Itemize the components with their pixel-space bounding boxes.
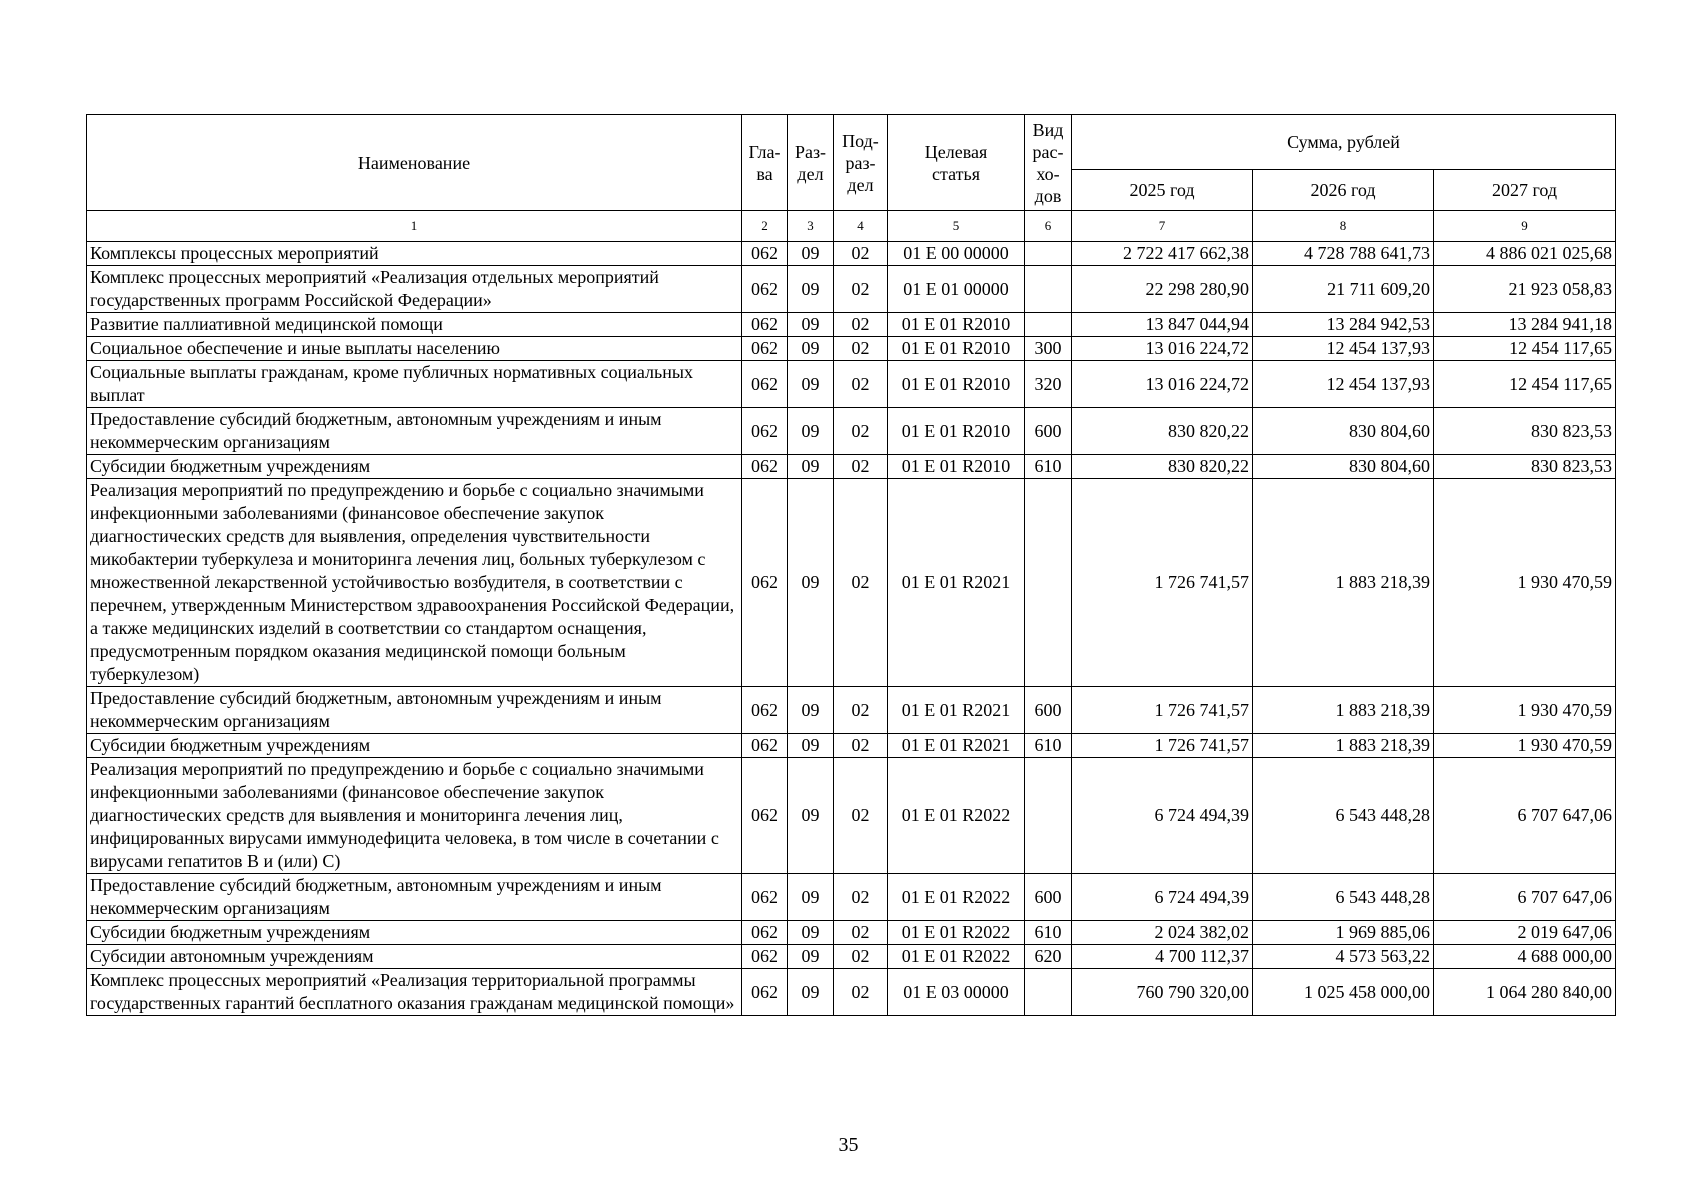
row-sum-2027: 6 707 647,06 <box>1434 874 1616 921</box>
row-expense-type: 600 <box>1025 687 1072 734</box>
table-row <box>87 266 1616 313</box>
row-name: Социальное обеспечение и иные выплаты населению <box>87 337 742 361</box>
column-number: 6 <box>1025 211 1072 242</box>
row-razdel: 09 <box>788 242 834 266</box>
row-podrazdel: 02 <box>834 734 888 758</box>
row-sum-2025: 13 016 224,72 <box>1072 361 1253 408</box>
row-razdel: 09 <box>788 361 834 408</box>
row-sum-2027: 4 688 000,00 <box>1434 945 1616 969</box>
table-row <box>87 945 1616 969</box>
row-sum-2026: 13 284 942,53 <box>1253 313 1434 337</box>
row-razdel: 09 <box>788 734 834 758</box>
page-number: 35 <box>838 1134 859 1156</box>
row-target-article: 01 Е 01 R2022 <box>888 921 1025 945</box>
header-celevaya-statya: Целевая статья <box>888 115 1025 211</box>
row-name: Развитие паллиативной медицинской помощи <box>87 313 742 337</box>
row-sum-2025: 760 790 320,00 <box>1072 969 1253 1016</box>
table-row <box>87 408 1616 455</box>
column-number: 4 <box>834 211 888 242</box>
row-glava: 062 <box>742 758 788 874</box>
row-name: Субсидии бюджетным учреждениям <box>87 734 742 758</box>
row-razdel: 09 <box>788 266 834 313</box>
row-podrazdel: 02 <box>834 242 888 266</box>
column-number-row <box>87 211 1616 242</box>
row-expense-type <box>1025 313 1072 337</box>
row-target-article: 01 Е 01 R2022 <box>888 874 1025 921</box>
row-expense-type: 600 <box>1025 408 1072 455</box>
row-glava: 062 <box>742 687 788 734</box>
row-name: Субсидии бюджетным учреждениям <box>87 455 742 479</box>
row-target-article: 01 Е 01 R2021 <box>888 479 1025 687</box>
column-number: 5 <box>888 211 1025 242</box>
row-sum-2025: 830 820,22 <box>1072 408 1253 455</box>
row-sum-2026: 1 025 458 000,00 <box>1253 969 1434 1016</box>
row-target-article: 01 Е 01 R2021 <box>888 687 1025 734</box>
row-sum-2026: 1 969 885,06 <box>1253 921 1434 945</box>
row-razdel: 09 <box>788 874 834 921</box>
row-razdel: 09 <box>788 455 834 479</box>
header-razdel: Раз- дел <box>788 115 834 211</box>
row-glava: 062 <box>742 874 788 921</box>
row-target-article: 01 Е 01 R2010 <box>888 313 1025 337</box>
header-glava: Гла- ва <box>742 115 788 211</box>
row-sum-2025: 1 726 741,57 <box>1072 734 1253 758</box>
column-number: 8 <box>1253 211 1434 242</box>
row-name: Комплексы процессных мероприятий <box>87 242 742 266</box>
row-sum-2026: 1 883 218,39 <box>1253 687 1434 734</box>
column-number: 7 <box>1072 211 1253 242</box>
row-glava: 062 <box>742 455 788 479</box>
table-body <box>87 242 1616 1016</box>
row-razdel: 09 <box>788 337 834 361</box>
row-sum-2027: 830 823,53 <box>1434 408 1616 455</box>
row-sum-2027: 2 019 647,06 <box>1434 921 1616 945</box>
row-expense-type <box>1025 479 1072 687</box>
table-row <box>87 921 1616 945</box>
row-sum-2027: 1 930 470,59 <box>1434 734 1616 758</box>
row-target-article: 01 Е 01 R2022 <box>888 758 1025 874</box>
row-target-article: 01 Е 01 R2010 <box>888 337 1025 361</box>
row-glava: 062 <box>742 361 788 408</box>
row-razdel: 09 <box>788 687 834 734</box>
column-number: 3 <box>788 211 834 242</box>
row-glava: 062 <box>742 266 788 313</box>
row-expense-type: 610 <box>1025 921 1072 945</box>
row-expense-type: 320 <box>1025 361 1072 408</box>
table-row <box>87 874 1616 921</box>
row-sum-2025: 22 298 280,90 <box>1072 266 1253 313</box>
row-name: Предоставление субсидий бюджетным, автономным учреждениям и иным некоммерческим организациям <box>87 687 742 734</box>
row-sum-2025: 13 847 044,94 <box>1072 313 1253 337</box>
row-name: Предоставление субсидий бюджетным, автономным учреждениям и иным некоммерческим организациям <box>87 408 742 455</box>
row-sum-2025: 6 724 494,39 <box>1072 758 1253 874</box>
row-razdel: 09 <box>788 945 834 969</box>
row-sum-2026: 12 454 137,93 <box>1253 337 1434 361</box>
row-sum-2027: 21 923 058,83 <box>1434 266 1616 313</box>
row-target-article: 01 Е 01 R2010 <box>888 408 1025 455</box>
row-sum-2027: 830 823,53 <box>1434 455 1616 479</box>
table-row <box>87 242 1616 266</box>
row-target-article: 01 Е 01 R2022 <box>888 945 1025 969</box>
row-sum-2026: 1 883 218,39 <box>1253 479 1434 687</box>
row-podrazdel: 02 <box>834 361 888 408</box>
row-name: Предоставление субсидий бюджетным, автономным учреждениям и иным некоммерческим организациям <box>87 874 742 921</box>
row-expense-type <box>1025 242 1072 266</box>
row-sum-2027: 4 886 021 025,68 <box>1434 242 1616 266</box>
table-row <box>87 969 1616 1016</box>
row-sum-2027: 12 454 117,65 <box>1434 361 1616 408</box>
table-row <box>87 687 1616 734</box>
row-sum-2026: 830 804,60 <box>1253 455 1434 479</box>
row-expense-type <box>1025 758 1072 874</box>
table-row <box>87 337 1616 361</box>
row-glava: 062 <box>742 313 788 337</box>
row-name: Реализация мероприятий по предупреждению и борьбе с социально значимыми инфекционными заболеваниями (финансовое обеспечение закупок диагностических средств для выявления и мониторинга лечения лиц, инфицированных вирусами иммунодефицита человека, в том числе в сочетании с вирусами гепатитов В и (или) С) <box>87 758 742 874</box>
row-glava: 062 <box>742 242 788 266</box>
row-sum-2027: 1 930 470,59 <box>1434 687 1616 734</box>
table-row <box>87 361 1616 408</box>
row-target-article: 01 Е 01 R2010 <box>888 455 1025 479</box>
row-target-article: 01 Е 01 R2021 <box>888 734 1025 758</box>
row-sum-2025: 4 700 112,37 <box>1072 945 1253 969</box>
header-year-2027: 2027 год <box>1434 170 1616 211</box>
row-expense-type: 620 <box>1025 945 1072 969</box>
row-sum-2026: 830 804,60 <box>1253 408 1434 455</box>
row-glava: 062 <box>742 337 788 361</box>
row-razdel: 09 <box>788 758 834 874</box>
column-number: 2 <box>742 211 788 242</box>
row-name: Субсидии бюджетным учреждениям <box>87 921 742 945</box>
row-sum-2026: 4 573 563,22 <box>1253 945 1434 969</box>
row-razdel: 09 <box>788 479 834 687</box>
table-row <box>87 758 1616 874</box>
row-target-article: 01 Е 03 00000 <box>888 969 1025 1016</box>
row-sum-2025: 2 722 417 662,38 <box>1072 242 1253 266</box>
row-glava: 062 <box>742 945 788 969</box>
row-sum-2027: 13 284 941,18 <box>1434 313 1616 337</box>
row-sum-2025: 830 820,22 <box>1072 455 1253 479</box>
row-expense-type: 610 <box>1025 734 1072 758</box>
row-podrazdel: 02 <box>834 921 888 945</box>
header-sum: Сумма, рублей <box>1072 115 1616 170</box>
row-podrazdel: 02 <box>834 945 888 969</box>
row-sum-2025: 1 726 741,57 <box>1072 479 1253 687</box>
row-glava: 062 <box>742 734 788 758</box>
row-sum-2027: 12 454 117,65 <box>1434 337 1616 361</box>
row-podrazdel: 02 <box>834 266 888 313</box>
header-year-2025: 2025 год <box>1072 170 1253 211</box>
header-year-2026: 2026 год <box>1253 170 1434 211</box>
table-row <box>87 455 1616 479</box>
row-sum-2025: 2 024 382,02 <box>1072 921 1253 945</box>
row-sum-2025: 6 724 494,39 <box>1072 874 1253 921</box>
row-sum-2026: 1 883 218,39 <box>1253 734 1434 758</box>
row-sum-2027: 1 930 470,59 <box>1434 479 1616 687</box>
row-target-article: 01 Е 01 R2010 <box>888 361 1025 408</box>
row-podrazdel: 02 <box>834 337 888 361</box>
row-sum-2027: 1 064 280 840,00 <box>1434 969 1616 1016</box>
row-razdel: 09 <box>788 969 834 1016</box>
row-name: Реализация мероприятий по предупреждению и борьбе с социально значимыми инфекционными заболеваниями (финансовое обеспечение закупок диагностических средств для выявления, определения чувствительности микобактерии туберкулеза и мониторинга лечения лиц, больных туберкулезом с множественной лекарственной устойчивостью возбудителя, в соответствии с перечнем, утвержденным Министерством здравоохранения Российской Федерации, а также медицинских изделий в соответствии со стандартом оснащения, предусмотренным порядком оказания медицинской помощи больным туберкулезом) <box>87 479 742 687</box>
row-sum-2026: 6 543 448,28 <box>1253 758 1434 874</box>
row-expense-type: 610 <box>1025 455 1072 479</box>
row-target-article: 01 Е 00 00000 <box>888 242 1025 266</box>
row-podrazdel: 02 <box>834 874 888 921</box>
row-glava: 062 <box>742 921 788 945</box>
row-razdel: 09 <box>788 313 834 337</box>
row-expense-type <box>1025 969 1072 1016</box>
table-row <box>87 313 1616 337</box>
row-expense-type: 300 <box>1025 337 1072 361</box>
row-podrazdel: 02 <box>834 758 888 874</box>
table-row <box>87 734 1616 758</box>
row-podrazdel: 02 <box>834 455 888 479</box>
row-sum-2026: 4 728 788 641,73 <box>1253 242 1434 266</box>
row-podrazdel: 02 <box>834 479 888 687</box>
row-name: Социальные выплаты гражданам, кроме публичных нормативных социальных выплат <box>87 361 742 408</box>
row-podrazdel: 02 <box>834 687 888 734</box>
row-name: Субсидии автономным учреждениям <box>87 945 742 969</box>
header-vid-raskhodov: Вид рас- хо- дов <box>1025 115 1072 211</box>
row-podrazdel: 02 <box>834 313 888 337</box>
row-expense-type <box>1025 266 1072 313</box>
row-glava: 062 <box>742 408 788 455</box>
row-podrazdel: 02 <box>834 408 888 455</box>
row-podrazdel: 02 <box>834 969 888 1016</box>
header-name: Наименование <box>87 115 742 211</box>
row-sum-2025: 1 726 741,57 <box>1072 687 1253 734</box>
row-name: Комплекс процессных мероприятий «Реализация отдельных мероприятий государственных программ Российской Федерации» <box>87 266 742 313</box>
row-expense-type: 600 <box>1025 874 1072 921</box>
column-number: 1 <box>87 211 742 242</box>
row-razdel: 09 <box>788 921 834 945</box>
row-sum-2026: 21 711 609,20 <box>1253 266 1434 313</box>
column-number: 9 <box>1434 211 1616 242</box>
row-sum-2026: 12 454 137,93 <box>1253 361 1434 408</box>
row-sum-2025: 13 016 224,72 <box>1072 337 1253 361</box>
row-glava: 062 <box>742 479 788 687</box>
table-row <box>87 479 1616 687</box>
row-target-article: 01 Е 01 00000 <box>888 266 1025 313</box>
row-name: Комплекс процессных мероприятий «Реализация территориальной программы государственных гарантий бесплатного оказания гражданам медицинской помощи» <box>87 969 742 1016</box>
row-glava: 062 <box>742 969 788 1016</box>
header-podrazdel: Под- раз- дел <box>834 115 888 211</box>
row-sum-2027: 6 707 647,06 <box>1434 758 1616 874</box>
budget-table <box>86 114 1616 1016</box>
row-sum-2026: 6 543 448,28 <box>1253 874 1434 921</box>
row-razdel: 09 <box>788 408 834 455</box>
